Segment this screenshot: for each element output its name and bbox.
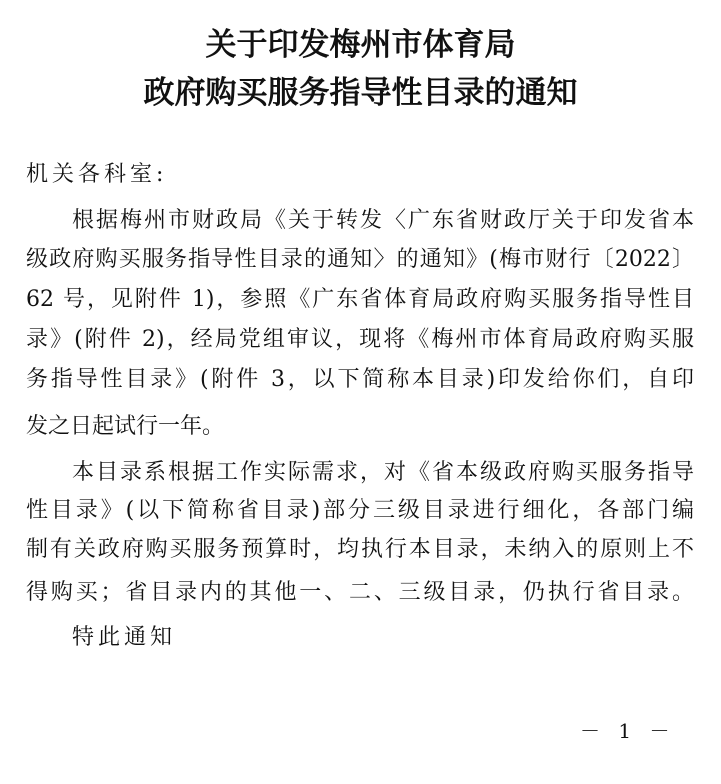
paragraph-1-line-6: 发之日起试行一年。 bbox=[26, 414, 225, 439]
document-title-line-1: 关于印发梅州市体育局 bbox=[205, 27, 516, 63]
page-number: － 1 － bbox=[580, 719, 676, 743]
document-title-line-2: 政府购买服务指导性目录的通知 bbox=[143, 75, 578, 111]
closing-remark: 特此通知 bbox=[72, 625, 177, 650]
paragraph-1-line-2: 级政府购买服务指导性目录的通知〉的通知》(梅市财行〔2022〕 bbox=[26, 247, 694, 272]
paragraph-1-line-4: 录》(附件 2)，经局党组审议，现将《梅州市体育局政府购买服 bbox=[26, 327, 694, 352]
paragraph-2-line-3: 制有关政府购买服务预算时，均执行本目录，未纳入的原则上不 bbox=[26, 537, 694, 562]
salutation: 机关各科室: bbox=[26, 162, 168, 187]
paragraph-2-line-1: 本目录系根据工作实际需求，对《省本级政府购买服务指导 bbox=[72, 460, 694, 485]
paragraph-1-line-5: 务指导性目录》(附件 3，以下简称本目录)印发给你们，自印 bbox=[26, 367, 694, 392]
paragraph-1-line-3: 62 号，见附件 1)，参照《广东省体育局政府购买服务指导性目 bbox=[26, 287, 694, 312]
paragraph-1-line-1: 根据梅州市财政局《关于转发〈广东省财政厅关于印发省本 bbox=[72, 208, 694, 233]
paragraph-2-line-2: 性目录》(以下简称省目录)部分三级目录进行细化，各部门编 bbox=[26, 498, 694, 523]
paragraph-2-line-4: 得购买；省目录内的其他一、二、三级目录，仍执行省目录。 bbox=[26, 580, 694, 605]
